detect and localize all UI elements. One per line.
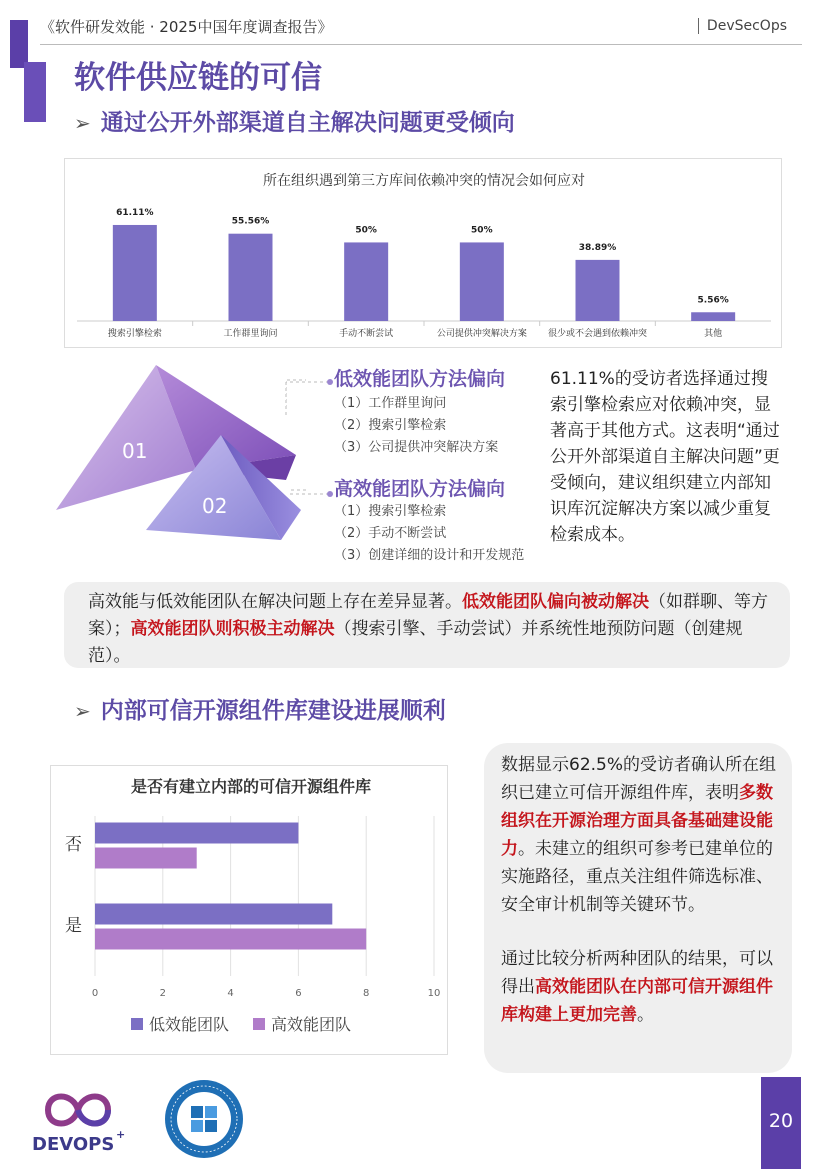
legend-swatch bbox=[131, 1018, 143, 1030]
association-seal-logo bbox=[163, 1078, 245, 1160]
bar bbox=[95, 848, 197, 869]
x-tick-label: 很少或不会遇到依赖冲突 bbox=[547, 329, 648, 339]
header-decoration-bar bbox=[10, 20, 28, 68]
component-library-chart bbox=[50, 765, 448, 1055]
bar bbox=[691, 312, 735, 321]
bar bbox=[576, 260, 620, 321]
bar bbox=[95, 929, 366, 950]
analysis-highlight: 多数组织在开源治理方面具备基础建设能力 bbox=[501, 783, 773, 859]
subtitle-external-channels bbox=[74, 104, 515, 137]
subtitle-text: 通过公开外部渠道自主解决问题更受倾向 bbox=[100, 110, 515, 136]
data-label: 50% bbox=[471, 225, 493, 236]
summary-highlight: 低效能团队偏向被动解决 bbox=[462, 592, 649, 612]
summary-highlight: 高效能团队则积极主动解决 bbox=[130, 619, 335, 639]
pyramid-label-01: 01 bbox=[122, 439, 148, 463]
x-tick-label: 4 bbox=[227, 988, 234, 999]
subtitle-component-library bbox=[74, 692, 446, 725]
high-team-item: （3）创建详细的设计和开发规范 bbox=[334, 548, 525, 563]
x-tick-label: 2 bbox=[159, 988, 166, 999]
summary-text: （搜索引擎、手动尝试）并系统性地预防问题（创建规范）。 bbox=[88, 619, 743, 666]
hbar-chart-svg bbox=[51, 766, 449, 1056]
analysis-text: 通过比较分析两种团队的结果，可以得出 bbox=[501, 949, 773, 997]
x-tick-label: 8 bbox=[363, 988, 370, 999]
x-tick-label: 其他 bbox=[704, 329, 723, 339]
analysis-paragraph bbox=[501, 945, 778, 1029]
x-tick-label: 0 bbox=[91, 988, 99, 999]
bar bbox=[344, 242, 388, 321]
x-tick-label: 工作群里询问 bbox=[223, 329, 278, 339]
bar bbox=[95, 904, 332, 925]
x-tick-label: 6 bbox=[295, 988, 302, 999]
x-tick-label: 10 bbox=[427, 988, 441, 999]
devops-logo-text: DEVOPS bbox=[32, 1134, 115, 1155]
subtitle-text: 内部可信开源组件库建设进展顺利 bbox=[100, 698, 446, 724]
y-category-label: 否 bbox=[65, 835, 82, 855]
chart-title: 是否有建立内部的可信开源组件库 bbox=[130, 777, 372, 796]
header-divider bbox=[40, 44, 802, 45]
analysis-text: 。 bbox=[637, 1005, 654, 1025]
arrow-icon: ➢ bbox=[74, 699, 91, 723]
low-team-item: （2）搜索引擎检索 bbox=[334, 418, 447, 433]
legend-label: 高效能团队 bbox=[271, 1015, 352, 1034]
summary-text: 高效能与低效能团队在解决问题上存在差异显著。 bbox=[88, 592, 462, 612]
bar bbox=[460, 242, 504, 321]
pyramid-label-02: 02 bbox=[202, 494, 228, 518]
low-team-heading: 低效能团队方法偏向 bbox=[334, 368, 506, 390]
chart-title: 所在组织遇到第三方库间依赖冲突的情况会如何应对 bbox=[263, 173, 585, 189]
bar bbox=[113, 225, 157, 321]
header-decoration-bar bbox=[24, 62, 46, 122]
analysis-callout-2 bbox=[484, 743, 792, 1073]
analysis-highlight: 高效能团队在内部可信开源组件库构建上更加完善 bbox=[501, 977, 773, 1025]
x-tick-label: 手动不断尝试 bbox=[339, 329, 394, 339]
low-team-item: （1）工作群里询问 bbox=[334, 396, 447, 411]
summary-callout bbox=[64, 582, 790, 668]
bar bbox=[95, 823, 298, 844]
x-tick-label: 搜索引擎检索 bbox=[107, 329, 162, 339]
summary-text: （如群聊、等方案）； bbox=[88, 592, 768, 639]
x-tick-label: 公司提供冲突解决方案 bbox=[436, 329, 527, 339]
legend-label: 低效能团队 bbox=[149, 1015, 230, 1034]
data-label: 50% bbox=[355, 225, 377, 236]
y-category-label: 是 bbox=[65, 916, 82, 936]
data-label: 55.56% bbox=[231, 216, 270, 227]
bar-chart-svg bbox=[65, 159, 783, 349]
legend-swatch bbox=[253, 1018, 265, 1030]
analysis-text: 。未建立的组织可参考已建单位的实施路径，重点关注组件筛选标准、安全审计机制等关键环节。 bbox=[501, 839, 773, 915]
connector-lines bbox=[286, 370, 336, 500]
dependency-conflict-chart bbox=[64, 158, 782, 348]
data-label: 38.89% bbox=[578, 242, 617, 253]
analysis-text: 数据显示62.5%的受访者确认所在组织已建立可信开源组件库，表明 bbox=[501, 755, 777, 803]
analysis-paragraph bbox=[501, 751, 778, 919]
report-title: 《软件研发效能 · 2025中国年度调查报告》 bbox=[40, 18, 333, 36]
section-title: 软件供应链的可信 bbox=[74, 60, 322, 96]
arrow-icon: ➢ bbox=[74, 111, 91, 135]
section-tag: DevSecOps bbox=[698, 18, 787, 34]
devops-logo bbox=[28, 1082, 128, 1156]
low-team-item: （3）公司提供冲突解决方案 bbox=[334, 440, 499, 455]
devops-logo-plus: + bbox=[116, 1128, 126, 1141]
high-team-item: （2）手动不断尝试 bbox=[334, 526, 447, 541]
pyramid-illustration bbox=[56, 360, 306, 560]
data-label: 5.56% bbox=[697, 295, 729, 306]
high-team-item: （1）搜索引擎检索 bbox=[334, 504, 447, 519]
page-number: 20 bbox=[768, 1110, 794, 1132]
data-label: 61.11% bbox=[116, 207, 154, 218]
high-team-heading: 高效能团队方法偏向 bbox=[334, 478, 506, 500]
bar bbox=[229, 234, 273, 321]
analysis-paragraph-1: 61.11%的受访者选择通过搜索引擎检索应对依赖冲突，显著高于其他方式。这表明“通过公开外部渠道自主解决问题”更受倾向，建议组织建立内部知识库沉淀解决方案以减少重复检索成本。 bbox=[550, 369, 780, 545]
